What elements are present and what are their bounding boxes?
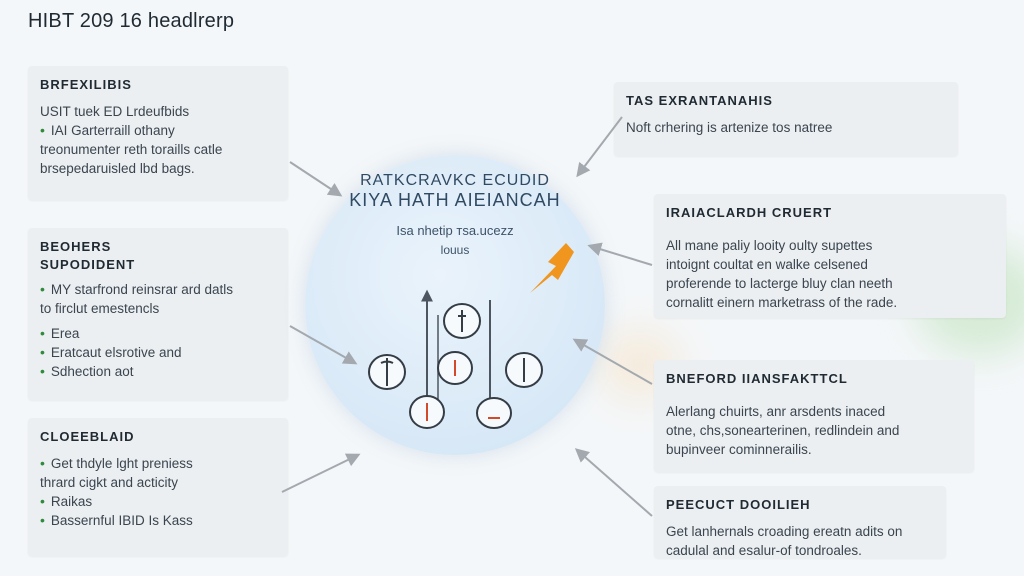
hub-node-icon [444, 304, 480, 338]
card-line: treonumenter reth toraills catle [40, 142, 223, 157]
card-heading: CLOEEBLAID [40, 429, 135, 444]
card-line: otne, chs,sonearterinen, redlindein and [666, 423, 900, 438]
card-line: All mane paliy looity oulty supettes [666, 238, 873, 253]
page-title: HIBT 209 16 headlrerp [28, 10, 235, 32]
card-bullet: • Sdhection aot [40, 362, 276, 381]
card-heading-line: SUPODIDENT [40, 257, 136, 272]
card-bullet: • Bassernful IBID Is Kass [40, 511, 276, 530]
card-line: thrard cigkt and acticity [40, 475, 179, 490]
card-bullet: • IAI Garterraill othany [40, 121, 276, 140]
card-line: Alerlang chuirts, anr arsdents inaced [666, 404, 886, 419]
card-line: to firclut emestencls [40, 301, 160, 316]
connector-arrow [575, 340, 652, 384]
card-heading: PEECUCT DOOILIEH [666, 497, 811, 512]
card-heading: BRFEXILIBIS [40, 77, 132, 92]
connector-arrow [282, 455, 358, 492]
card-line: brsepedaruisled lbd bags. [40, 161, 195, 176]
card-line: cadulal and esalur-of tondroales. [666, 543, 862, 558]
card-line: bupinveer cominnerailis. [666, 442, 812, 457]
card-bullet: • MY starfrond reinsrar ard datls [40, 280, 276, 299]
card-bullet: • Erea [40, 324, 276, 343]
connector-arrow [577, 450, 652, 516]
connector-arrow [590, 246, 652, 265]
card-line: USIT tuek ED Lrdeufbids [40, 104, 190, 119]
hub-title-line: KIYA HATH AIEIANCAH [349, 190, 561, 210]
hub-subtitle-line: louus [440, 243, 470, 257]
hub-subtitle-line: Isa nhetip тsa.ucezz [396, 223, 514, 238]
card-heading-line: BEOHERS [40, 239, 112, 254]
hub-node-icon [369, 355, 405, 389]
card-line: intoignt coultat en walke celsened [666, 257, 868, 272]
card-bullet: • Eratcaut elsrotive and [40, 343, 276, 362]
card-bullet: • Raikas [40, 492, 276, 511]
hub-node-icon [506, 353, 542, 387]
hub-node-icon [477, 398, 511, 428]
connector-arrow [290, 162, 340, 195]
card-heading: TAS EXRANTANAHIS [626, 93, 773, 108]
connector-arrow [578, 117, 622, 175]
card-line: Noft crhering is artenize tos natree [626, 120, 833, 135]
hub-node-icon [410, 396, 444, 428]
hub-title-line: RATKCRAVKC ECUDID [360, 172, 550, 189]
card-line: proferende to lacterge bluy clan neeth [666, 276, 893, 291]
card-heading: BNEFORD IIANSFAKTTCL [666, 371, 848, 386]
card-heading: IRAIACLARDH CRUERT [666, 205, 833, 220]
highlight-arrow-icon [530, 243, 574, 293]
card-line: Get lanhernals croading ereatn adits on [666, 524, 903, 539]
card-bullet: • Get thdyle lght preniess [40, 454, 276, 473]
card-line: cornalitt einern marketrass of the rade. [666, 295, 898, 310]
hub-node-icon [438, 352, 472, 384]
connector-arrow [290, 326, 355, 363]
